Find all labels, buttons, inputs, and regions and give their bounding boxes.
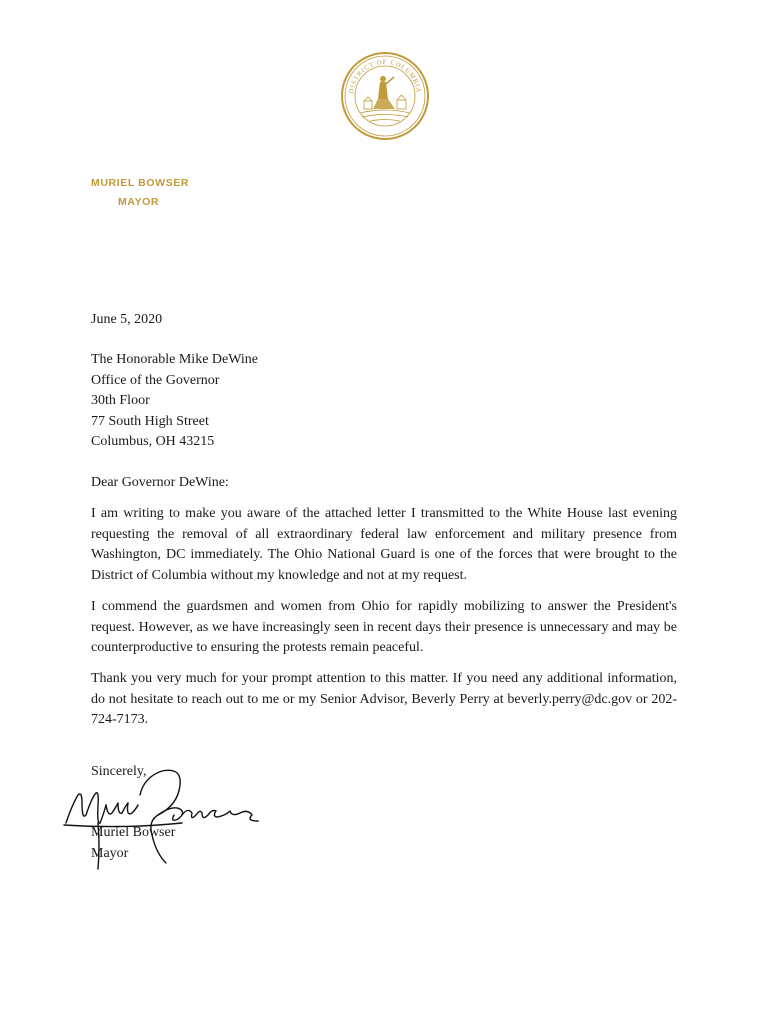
recipient-line: Office of the Governor <box>91 372 220 388</box>
closing: Sincerely, <box>91 764 147 779</box>
dc-seal-icon <box>340 51 430 141</box>
body-paragraph: Thank you very much for your prompt attention to this matter. If you need any additional information, do not hesitate to reach out to me or my Senior Advisor, Beverly Perry at beverly.perry@dc.gov or 202-724-7173. <box>91 671 677 728</box>
signer-title: Mayor <box>91 846 129 861</box>
recipient-line: The Honorable Mike DeWine <box>91 352 258 367</box>
body-paragraph: I commend the guardsmen and women from Ohio for rapidly mobilizing to answer the President's request. However, as we have increasingly seen in recent days their presence is unnecessary and may be counterproductive to ensuring the protests remain peaceful. <box>91 599 677 656</box>
signer-name: Muriel Bowser <box>91 825 176 840</box>
recipient-line: 30th Floor <box>91 393 150 409</box>
recipient-line: Columbus, OH 43215 <box>91 434 215 450</box>
salutation: Dear Governor DeWine: <box>91 475 229 490</box>
letter-date: June 5, 2020 <box>91 312 163 327</box>
recipient-address <box>91 350 677 453</box>
letterhead-title: MAYOR <box>118 196 160 208</box>
letterhead-name: MURIEL BOWSER <box>91 177 190 189</box>
handwritten-signature <box>62 765 262 875</box>
recipient-line: 77 South High Street <box>91 413 209 429</box>
seal-text: DISTRICT OF COLUMBIA <box>348 58 422 94</box>
body-paragraph: I am writing to make you aware of the attached letter I transmitted to the White House last evening requesting the removal of all extraordinary federal law enforcement and military presence from Washington, DC immediately. The Ohio National Guard is one of the forces that were brought to the District of Columbia without my knowledge and not at my request. <box>91 506 677 583</box>
